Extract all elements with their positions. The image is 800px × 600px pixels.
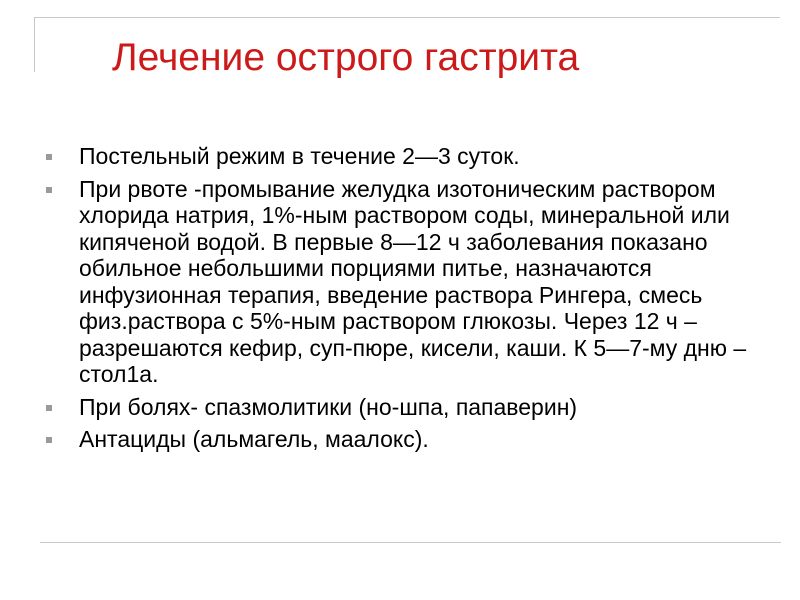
bullet-item <box>44 394 764 421</box>
bullet-text: Постельный режим в течение 2—3 суток. <box>79 143 520 169</box>
slide-title: Лечение острого гастрита <box>112 36 580 79</box>
bullet-item <box>44 426 764 453</box>
frame-bottom-line <box>40 542 781 543</box>
bullet-text: При болях- спазмолитики (но-шпа, папаверин) <box>79 393 578 420</box>
frame-left-line <box>34 17 35 72</box>
bullet-item <box>44 143 764 170</box>
frame-top-line <box>34 17 780 18</box>
square-bullet-icon <box>46 437 52 443</box>
square-bullet-icon <box>46 405 52 411</box>
square-bullet-icon <box>46 154 52 160</box>
bullet-item <box>44 176 764 388</box>
square-bullet-icon <box>46 187 52 193</box>
bullet-text: При рвоте -промывание желудка изотоническим раствором хлорида натрия, 1%-ным раствором соды, минеральной или кипяченой водой. В первые 8—12 ч заболевания показано обильное небольшими порциями питье, назначаются инфузионная терапия, введение раствора Рингера, смесь физ.раствора с 5%-ным раствором глюкозы. Через 12 ч – разрешаются кефир, суп-пюре, кисели, каши. К 5—7-му дню – стол1а. <box>79 175 747 387</box>
bullet-list <box>44 143 764 459</box>
bullet-text: Антациды (альмагель, маалокс). <box>79 426 429 452</box>
